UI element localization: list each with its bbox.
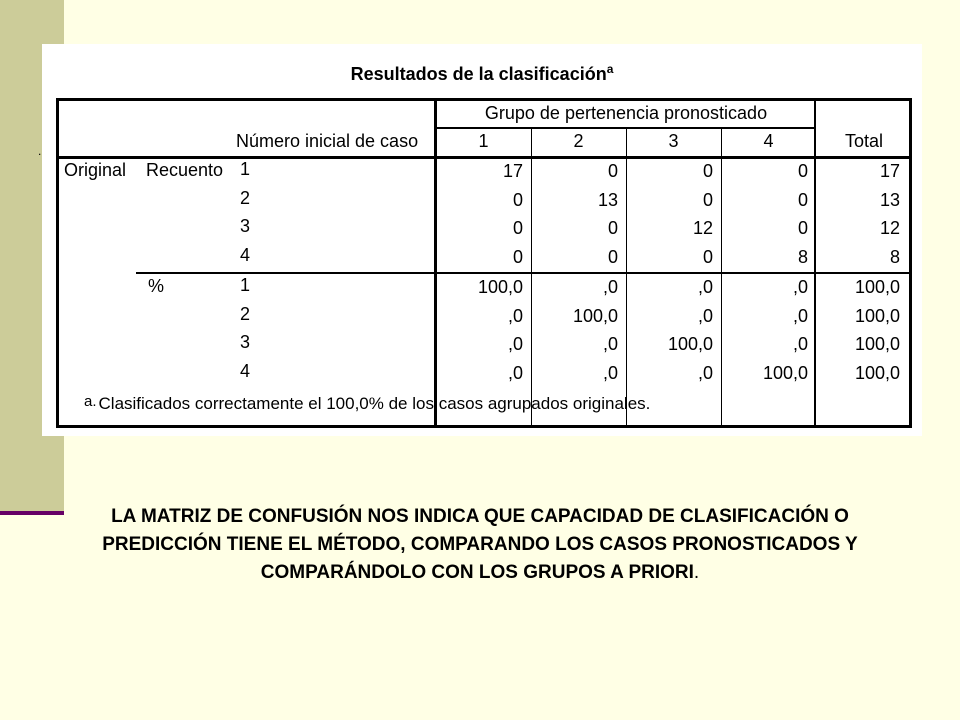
- total-cell: 100,0: [854, 334, 900, 354]
- block-label-porcentaje: %: [148, 276, 165, 296]
- table-cell: ,0: [507, 362, 523, 383]
- table-cell: 0: [797, 218, 808, 238]
- table-cell: 12: [692, 218, 713, 238]
- row-group-label: 4: [240, 244, 251, 265]
- row-group-label: 1: [240, 159, 251, 179]
- group-col-header-2: 2: [573, 131, 584, 151]
- caption-period: .: [693, 562, 700, 583]
- table-cell: 0: [512, 218, 523, 238]
- stub-header: Número inicial de caso: [236, 131, 419, 151]
- table-cell: ,0: [792, 305, 808, 326]
- row-group-label: 3: [240, 332, 251, 352]
- table-cell: 100,0: [667, 334, 713, 354]
- table-cell: 0: [702, 161, 713, 181]
- table-cell: ,0: [792, 334, 808, 354]
- table-cell: ,0: [792, 277, 808, 297]
- caption-text: LA MATRIZ DE CONFUSIÓN NOS INDICA QUE CAPACIDAD DE CLASIFICACIÓN O PREDICCIÓN TIENE EL MÉTODO, COMPARANDO LOS CASOS PRONOSTICADOS Y COMPARÁNDOLO CON LOS GRUPOS A PRIORI: [102, 506, 858, 583]
- table-cell: 0: [702, 246, 713, 267]
- table-cell: ,0: [507, 305, 523, 326]
- group-header: Grupo de pertenencia pronosticado: [484, 103, 768, 123]
- block-label-recuento: Recuento: [146, 160, 224, 180]
- footnote-marker: a.: [84, 393, 97, 410]
- table-cell: ,0: [602, 334, 618, 354]
- row-group-label: 4: [240, 360, 251, 381]
- row-group-label: 1: [240, 275, 251, 295]
- table-cell: ,0: [697, 305, 713, 326]
- table-grid: [56, 98, 912, 428]
- table-cell: 100,0: [477, 277, 523, 297]
- table-border-bottom: [56, 425, 912, 428]
- table-cell: 100,0: [762, 362, 808, 383]
- table-cell: 0: [512, 189, 523, 210]
- group-col-header-3: 3: [668, 131, 679, 151]
- table-cell: 0: [607, 161, 618, 181]
- table-cell: 0: [512, 246, 523, 267]
- table-cell: ,0: [697, 362, 713, 383]
- group-col-header-4: 4: [763, 131, 774, 151]
- table-cell: 100,0: [572, 305, 618, 326]
- slide-caption: [60, 503, 900, 587]
- table-cell: ,0: [602, 277, 618, 297]
- total-cell: 13: [879, 189, 900, 210]
- footnote-text: Clasificados correctamente el 100,0% de los casos agrupados originales.: [98, 394, 651, 413]
- title-superscript: a: [606, 62, 614, 76]
- table-cell: ,0: [697, 277, 713, 297]
- section-label: Original: [64, 160, 127, 180]
- total-cell: 12: [879, 218, 900, 238]
- table-title: Resultados de la clasificación$^a$: [350, 62, 614, 84]
- table-footnote: [84, 394, 650, 414]
- total-header: Total: [844, 131, 884, 151]
- table-cell: 8: [797, 246, 808, 267]
- total-cell: 100,0: [854, 305, 900, 326]
- table-cell: 0: [797, 161, 808, 181]
- total-cell: 17: [879, 161, 900, 181]
- total-cell: 100,0: [854, 277, 900, 297]
- stray-dot: .: [38, 144, 42, 158]
- table-cell: 0: [607, 218, 618, 238]
- table-cell: ,0: [507, 334, 523, 354]
- table-cell: 13: [597, 189, 618, 210]
- table-cell: ,0: [602, 362, 618, 383]
- table-cell: 0: [607, 246, 618, 267]
- row-group-label: 2: [240, 187, 251, 208]
- table-cell: 0: [797, 189, 808, 210]
- table-border-left: [56, 98, 59, 428]
- row-group-label: 2: [240, 303, 251, 324]
- classification-results-table: [42, 44, 922, 436]
- total-cell: 100,0: [854, 362, 900, 383]
- table-cell: 17: [502, 161, 523, 181]
- decorative-side-line: [0, 511, 64, 515]
- table-cell: 0: [702, 189, 713, 210]
- group-col-header-1: 1: [478, 131, 489, 151]
- row-group-label: 3: [240, 216, 251, 236]
- total-cell: 8: [889, 246, 900, 267]
